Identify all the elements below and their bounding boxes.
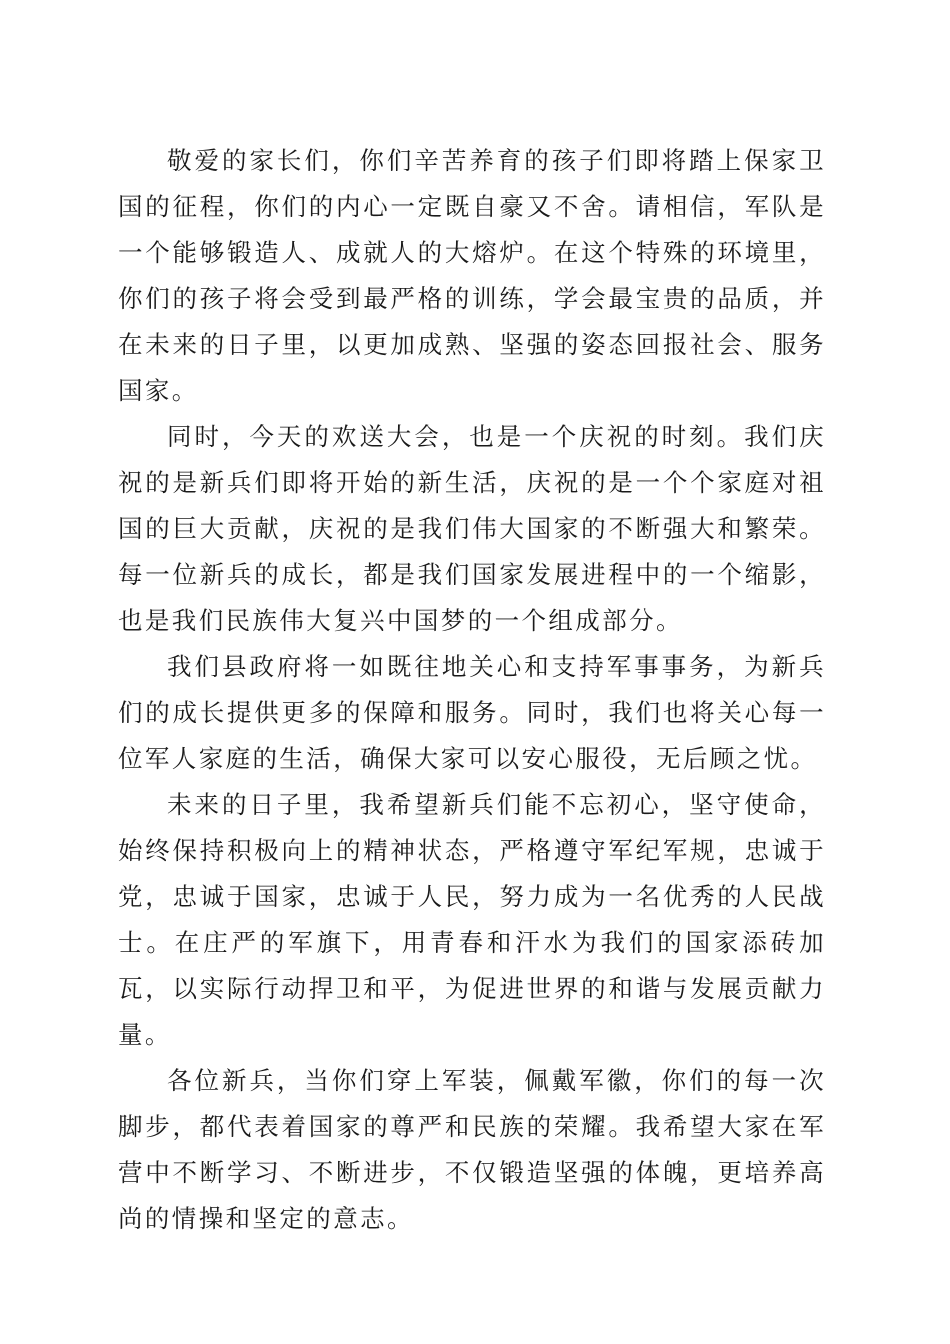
paragraph-new-recruits: 各位新兵，当你们穿上军装，佩戴军徽，你们的每一次脚步，都代表着国家的尊严和民族的荣耀。我希望大家在军营中不断学习、不断进步，不仅锻造坚强的体魄，更培养高尚的情操和坚定的意志。 bbox=[118, 1066, 826, 1233]
paragraph-celebration: 同时，今天的欢送大会，也是一个庆祝的时刻。我们庆祝的是新兵们即将开始的新生活，庆祝的是一个个家庭对祖国的巨大贡献，庆祝的是我们伟大国家的不断强大和繁荣。每一位新兵的成长，都是我们国家发展进程中的一个缩影，也是我们民族伟大复兴中国梦的一个组成部分。 bbox=[118, 422, 826, 635]
paragraph-parents: 敬爱的家长们，你们辛苦养育的孩子们即将踏上保家卫国的征程，你们的内心一定既自豪又不舍。请相信，军队是一个能够锻造人、成就人的大熔炉。在这个特殊的环境里，你们的孩子将会受到最严格的训练，学会最宝贵的品质，并在未来的日子里，以更加成熟、坚强的姿态回报社会、服务国家。 bbox=[118, 146, 826, 405]
paragraph-future-hopes: 未来的日子里，我希望新兵们能不忘初心，坚守使命，始终保持积极向上的精神状态，严格遵守军纪军规，忠诚于党，忠诚于国家，忠诚于人民，努力成为一名优秀的人民战士。在庄严的军旗下，用青春和汗水为我们的国家添砖加瓦，以实际行动捍卫和平，为促进世界的和谐与发展贡献力量。 bbox=[118, 790, 826, 1049]
document-body bbox=[118, 138, 826, 1242]
paragraph-government-support: 我们县政府将一如既往地关心和支持军事事务，为新兵们的成长提供更多的保障和服务。同时，我们也将关心每一位军人家庭的生活，确保大家可以安心服役，无后顾之忧。 bbox=[118, 652, 826, 773]
